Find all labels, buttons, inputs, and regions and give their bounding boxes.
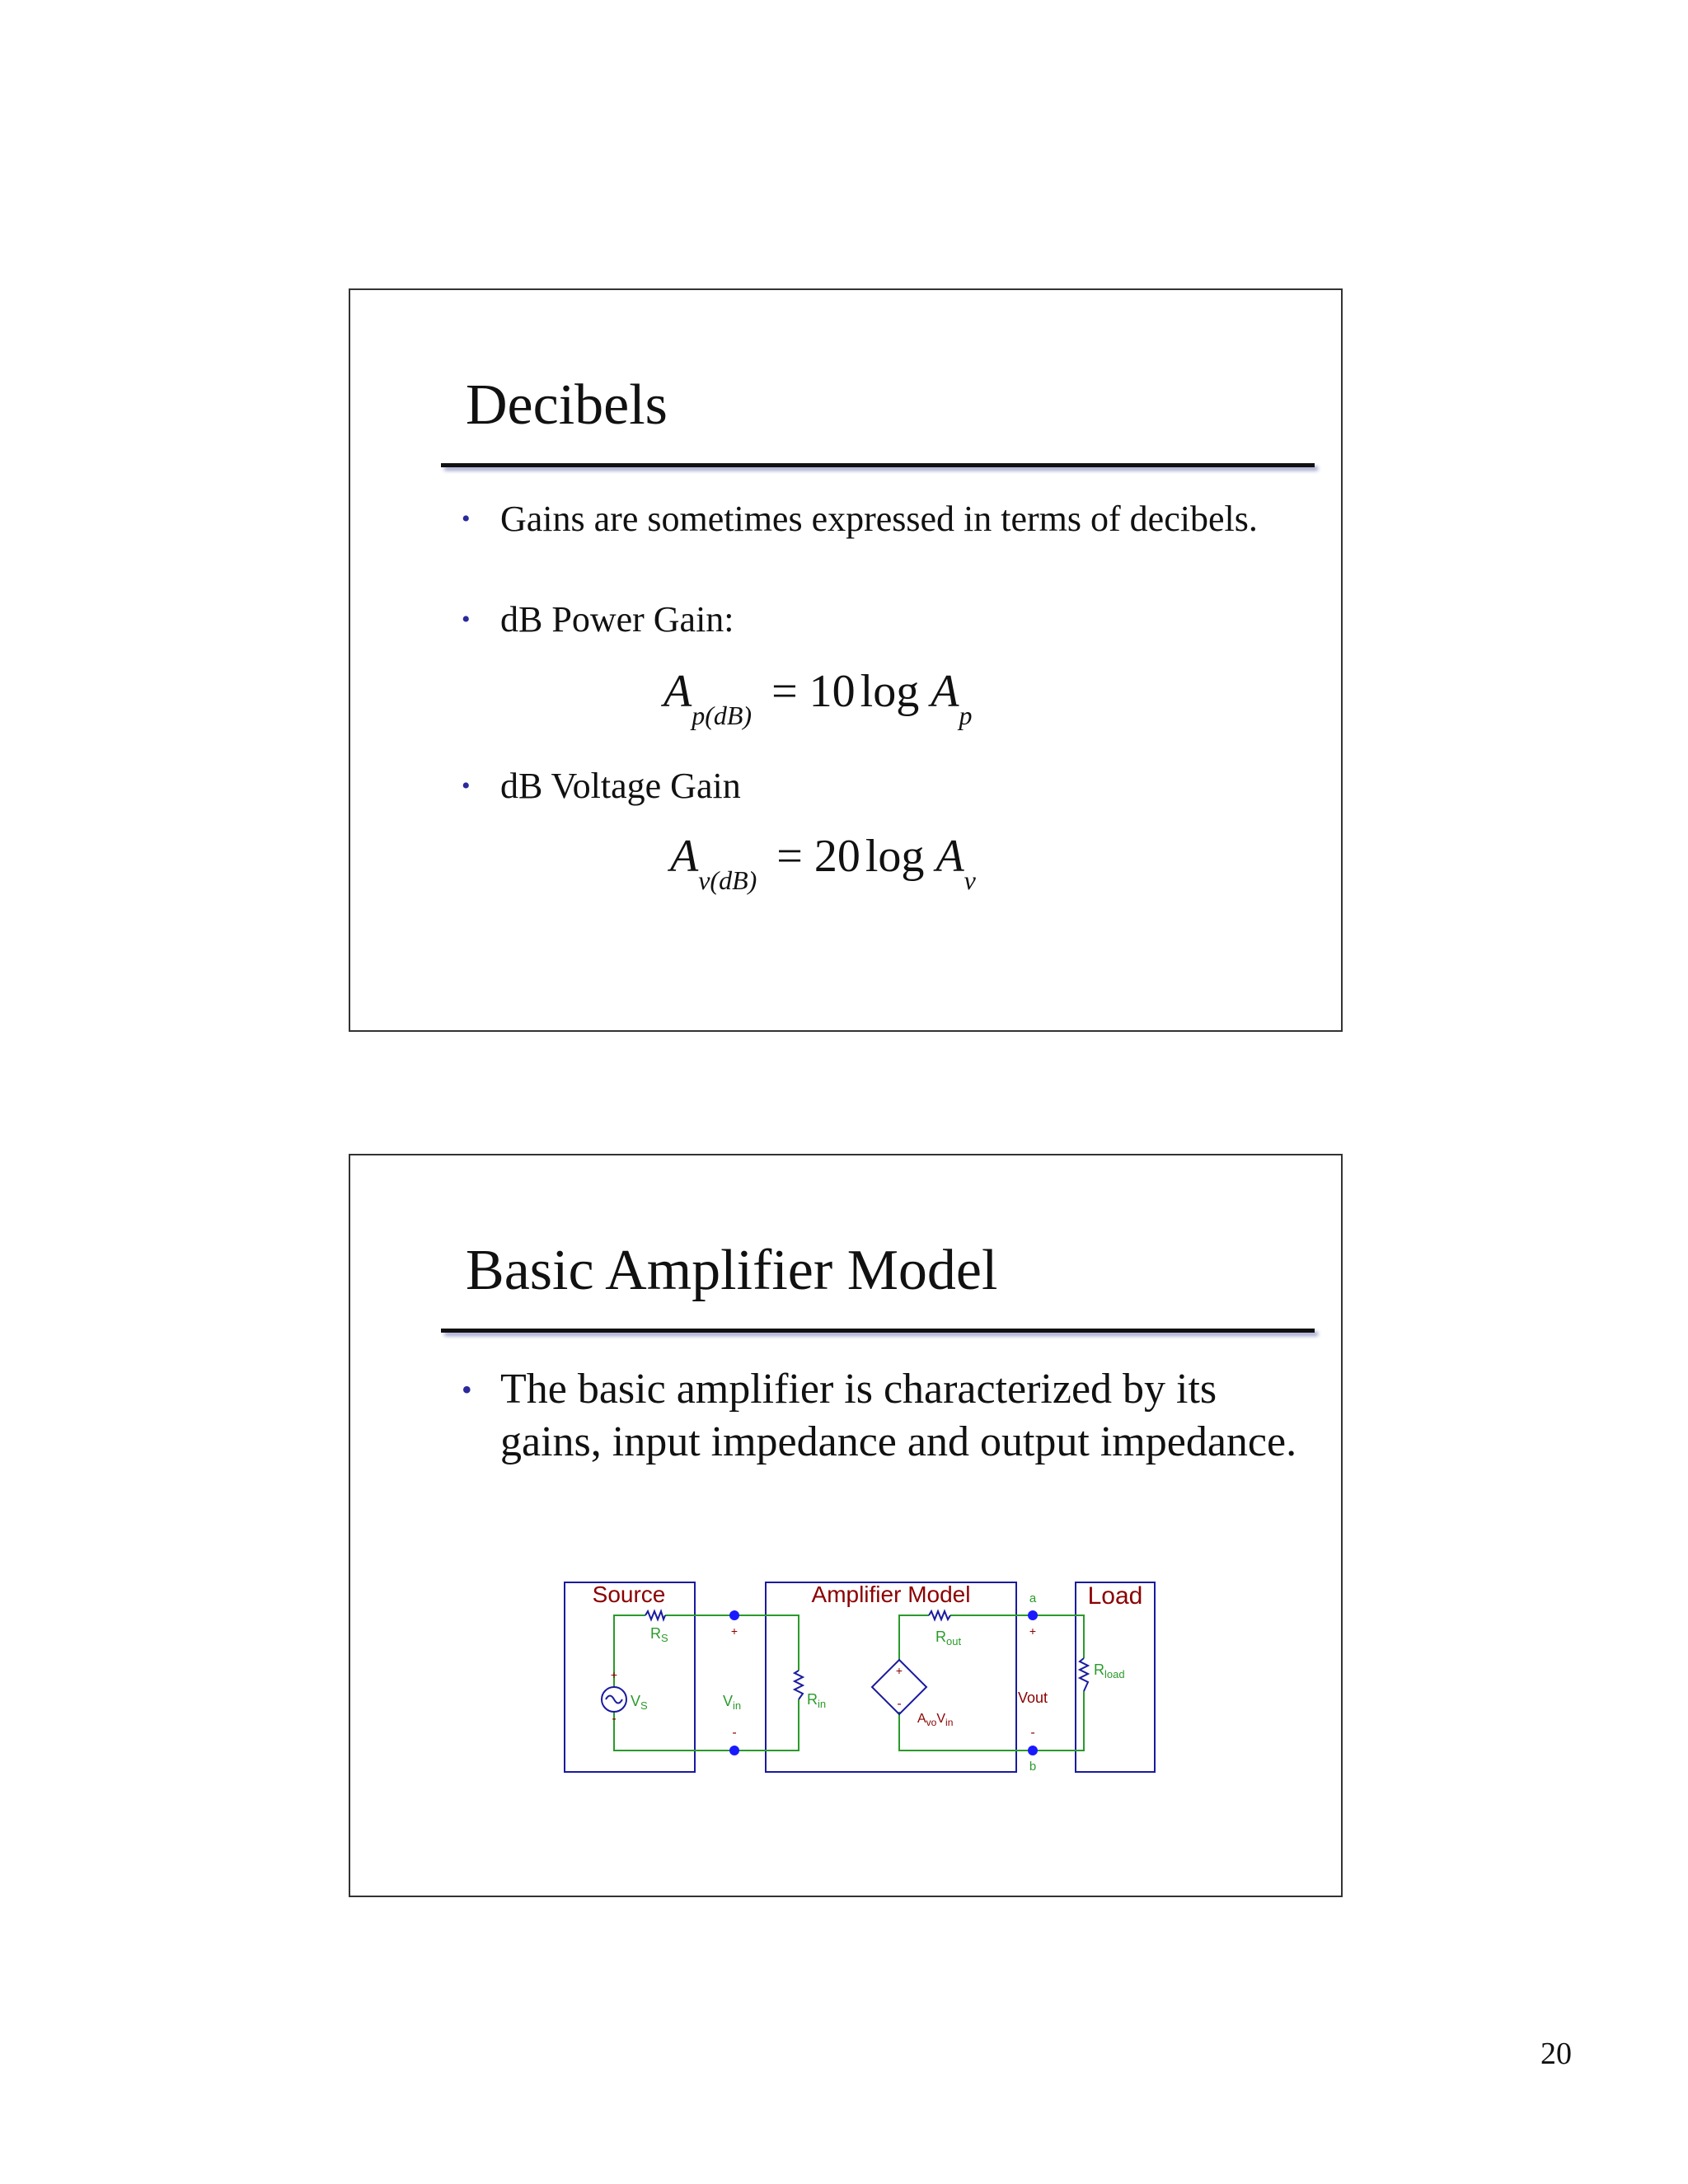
voltage-gain-formula: [670, 830, 976, 896]
bullet-text: dB Power Gain:: [500, 599, 734, 640]
bullet-dot-icon: •: [462, 505, 471, 532]
vin-label: $V_{in}$: [723, 1693, 742, 1712]
formula-equals: =: [771, 666, 798, 717]
bullet-item: [462, 763, 1286, 809]
vs-minus: -: [612, 1712, 617, 1726]
node-a-label: a: [1029, 1591, 1037, 1605]
rout-label: $R_{out}$: [935, 1629, 962, 1647]
title-underline: [441, 463, 1315, 467]
formula-symbol: A: [663, 666, 692, 717]
power-gain-formula: [663, 665, 972, 731]
page-number: 20: [1540, 2036, 1572, 2071]
rs-resistor-icon: [645, 1611, 665, 1619]
bullet-item: [462, 1363, 1311, 1469]
bullet-dot-icon: •: [462, 606, 471, 633]
bullet-item: [462, 597, 1286, 643]
rin-resistor-icon: [795, 1671, 803, 1699]
vout-minus: -: [1030, 1726, 1035, 1740]
vs-label: $V_S$: [631, 1693, 648, 1712]
node-b-label: b: [1029, 1760, 1037, 1774]
source-wire-bottom: [614, 1712, 737, 1750]
output-node-b: [1028, 1746, 1038, 1755]
formula-symbol: A: [931, 666, 959, 717]
bullet-dot-icon: •: [462, 1373, 472, 1406]
title-underline: [441, 1329, 1315, 1333]
input-node-top: [729, 1610, 739, 1620]
formula-symbol: A: [670, 831, 699, 882]
bullet-item: [462, 496, 1286, 542]
formula-function: log: [860, 666, 920, 717]
input-node-bottom: [729, 1746, 739, 1755]
formula-function: log: [865, 831, 925, 882]
bullet-text: The basic amplifier is characterized by its gains, input impedance and output impedance.: [500, 1366, 1297, 1465]
load-label: Load: [1087, 1582, 1143, 1610]
output-wire-src-top: [899, 1615, 929, 1660]
avo-plus: +: [895, 1664, 903, 1677]
vs-plus: +: [610, 1668, 618, 1681]
formula-coefficient: 20: [814, 831, 860, 882]
source-label: Source: [592, 1582, 666, 1607]
source-box: [565, 1582, 695, 1772]
bullet-text: Gains are sometimes expressed in terms of decibels.: [500, 499, 1258, 539]
ac-wave-icon: [606, 1696, 622, 1704]
slide-title: Basic Amplifier Model: [466, 1239, 998, 1302]
rload-label: $R_{load}$: [1094, 1661, 1125, 1680]
formula-subscript: v: [964, 865, 976, 895]
vin-minus: -: [732, 1726, 737, 1740]
avo-vin-label: $A_{vo}V_{in}$: [917, 1712, 954, 1728]
bullet-dot-icon: •: [462, 772, 471, 799]
rload-resistor-icon: [1080, 1658, 1088, 1691]
output-node-a: [1028, 1610, 1038, 1620]
rout-resistor-icon: [929, 1611, 950, 1619]
slide-title: Decibels: [466, 373, 668, 437]
formula-equals: =: [776, 831, 803, 882]
vout-label: Vout: [1017, 1690, 1048, 1706]
amplifier-circuit-diagram: [563, 1576, 1156, 1774]
vout-plus: +: [1029, 1624, 1037, 1638]
avo-minus: -: [897, 1697, 902, 1711]
rin-label: $R_{in}$: [807, 1691, 827, 1710]
slide-decibels: [349, 288, 1343, 1032]
vin-plus: +: [730, 1624, 738, 1638]
formula-symbol: A: [935, 831, 964, 882]
rs-label: $R_S$: [650, 1625, 668, 1644]
slide-basic-amplifier-model: [349, 1154, 1343, 1897]
source-wire-top: [614, 1615, 645, 1687]
formula-subscript: p: [959, 701, 973, 730]
formula-coefficient: 10: [809, 666, 856, 717]
bullet-text: dB Voltage Gain: [500, 766, 741, 806]
formula-subscript: p(dB): [692, 701, 753, 730]
formula-subscript: v(dB): [698, 865, 757, 895]
amplifier-model-label: Amplifier Model: [811, 1582, 971, 1607]
